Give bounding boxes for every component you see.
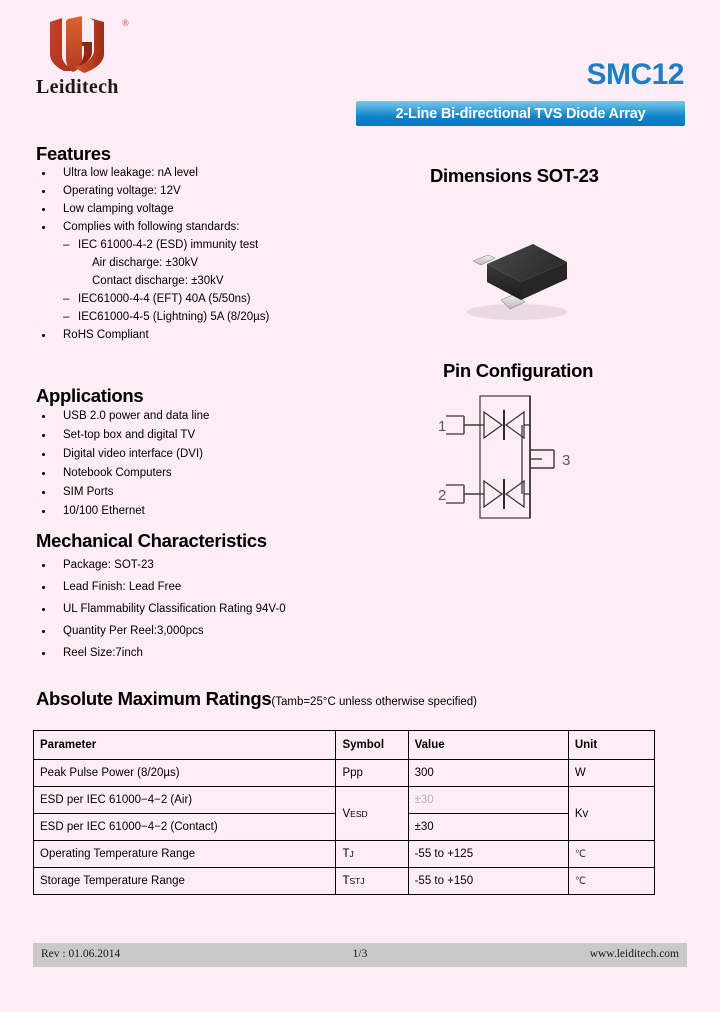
column-header-value: Value	[408, 731, 568, 760]
features-list	[36, 164, 269, 344]
cell-value: ±30	[408, 787, 568, 814]
list-item: RoHS Compliant	[36, 326, 269, 344]
list-item: USB 2.0 power and data line	[36, 407, 209, 426]
table-header-row	[34, 731, 655, 760]
list-item: Lead Finish: Lead Free	[36, 576, 286, 598]
symbol-subscript: J	[349, 849, 354, 859]
sot-23-package-icon	[455, 222, 585, 332]
pin-label-1: 1	[438, 418, 447, 435]
company-logo	[36, 16, 154, 100]
list-item: UL Flammability Classification Rating 94V-0	[36, 598, 286, 620]
list-item: – IEC 61000-4-2 (ESD) immunity test	[36, 236, 269, 254]
column-header-parameter: Parameter	[34, 731, 336, 760]
mechanical-heading: Mechanical Characteristics	[36, 530, 267, 551]
symbol-text: Ppp	[342, 767, 363, 779]
list-item: – IEC61000-4-4 (EFT) 40A (5/50ns)	[36, 290, 269, 308]
cell-unit: ℃	[568, 868, 654, 895]
cell-symbol	[336, 760, 408, 787]
applications-heading: Applications	[36, 385, 144, 406]
symbol-text: V	[342, 807, 351, 820]
footer-revision: Rev : 01.06.2014	[41, 948, 121, 960]
cell-value: ±30	[408, 814, 568, 841]
table-row	[34, 760, 655, 787]
symbol-text: T	[342, 875, 350, 887]
applications-list	[36, 407, 209, 521]
dimensions-heading: Dimensions SOT-23	[430, 165, 599, 186]
leiditech-shield-logo-icon	[46, 16, 120, 76]
table-row	[34, 841, 655, 868]
product-subtitle-banner: 2-Line Bi-directional TVS Diode Array	[356, 101, 685, 126]
symbol-subscript: STJ	[349, 876, 365, 886]
features-heading: Features	[36, 143, 111, 164]
list-item: SIM Ports	[36, 483, 209, 502]
footer-website-link[interactable]: www.leiditech.com	[589, 948, 679, 960]
symbol-text: T	[342, 848, 350, 860]
pin-configuration-heading: Pin Configuration	[443, 360, 594, 381]
column-header-symbol: Symbol	[336, 731, 408, 760]
list-item: 10/100 Ethernet	[36, 502, 209, 521]
list-item: Operating voltage: 12V	[36, 182, 269, 200]
pin-configuration-diagram-icon	[436, 390, 616, 525]
cell-parameter: Operating Temperature Range	[34, 841, 336, 868]
mechanical-list	[36, 554, 286, 664]
cell-value: -55 to +125	[408, 841, 568, 868]
pin-label-2: 2	[438, 487, 447, 504]
cell-symbol	[336, 868, 408, 895]
cell-parameter: ESD per IEC 61000−4−2 (Contact)	[34, 814, 336, 841]
list-item: – IEC61000-4-5 (Lightning) 5A (8/20µs)	[36, 308, 269, 326]
column-header-unit: Unit	[568, 731, 654, 760]
cell-value: -55 to +150	[408, 868, 568, 895]
company-name: Leiditech	[36, 76, 119, 98]
list-item: Notebook Computers	[36, 464, 209, 483]
cell-symbol	[336, 841, 408, 868]
page-footer	[33, 943, 687, 967]
cell-unit: W	[568, 760, 654, 787]
cell-parameter: ESD per IEC 61000−4−2 (Air)	[34, 787, 336, 814]
list-item: Complies with following standards:	[36, 218, 269, 236]
list-item: Ultra low leakage: nA level	[36, 164, 269, 182]
registered-trademark-icon: ®	[122, 18, 129, 28]
list-item: Reel Size:7inch	[36, 642, 286, 664]
table-row	[34, 787, 655, 814]
page-title: SMC12	[586, 58, 684, 91]
ratings-subheading: (Tamb=25°C unless otherwise specified)	[271, 696, 478, 708]
cell-parameter: Peak Pulse Power (8/20µs)	[34, 760, 336, 787]
list-item: Set-top box and digital TV	[36, 426, 209, 445]
cell-unit: Kv	[568, 787, 654, 841]
absolute-maximum-ratings-table	[33, 730, 655, 895]
ratings-heading-text: Absolute Maximum Ratings	[36, 688, 272, 709]
list-item: Air discharge: ±30kV	[92, 257, 199, 269]
pin-label-3: 3	[562, 452, 571, 469]
cell-value: 300	[408, 760, 568, 787]
list-item: Quantity Per Reel:3,000pcs	[36, 620, 286, 642]
symbol-subscript: ESD	[350, 808, 368, 819]
list-item: Digital video interface (DVI)	[36, 445, 209, 464]
cell-unit: ℃	[568, 841, 654, 868]
list-item: Package: SOT-23	[36, 554, 286, 576]
list-item: Low clamping voltage	[36, 200, 269, 218]
cell-symbol	[336, 787, 408, 841]
table-row	[34, 868, 655, 895]
footer-page-number: 1/3	[352, 948, 368, 960]
list-item: Contact discharge: ±30kV	[92, 275, 224, 287]
page-header	[0, 0, 720, 132]
cell-parameter: Storage Temperature Range	[34, 868, 336, 895]
ratings-heading	[36, 688, 477, 710]
